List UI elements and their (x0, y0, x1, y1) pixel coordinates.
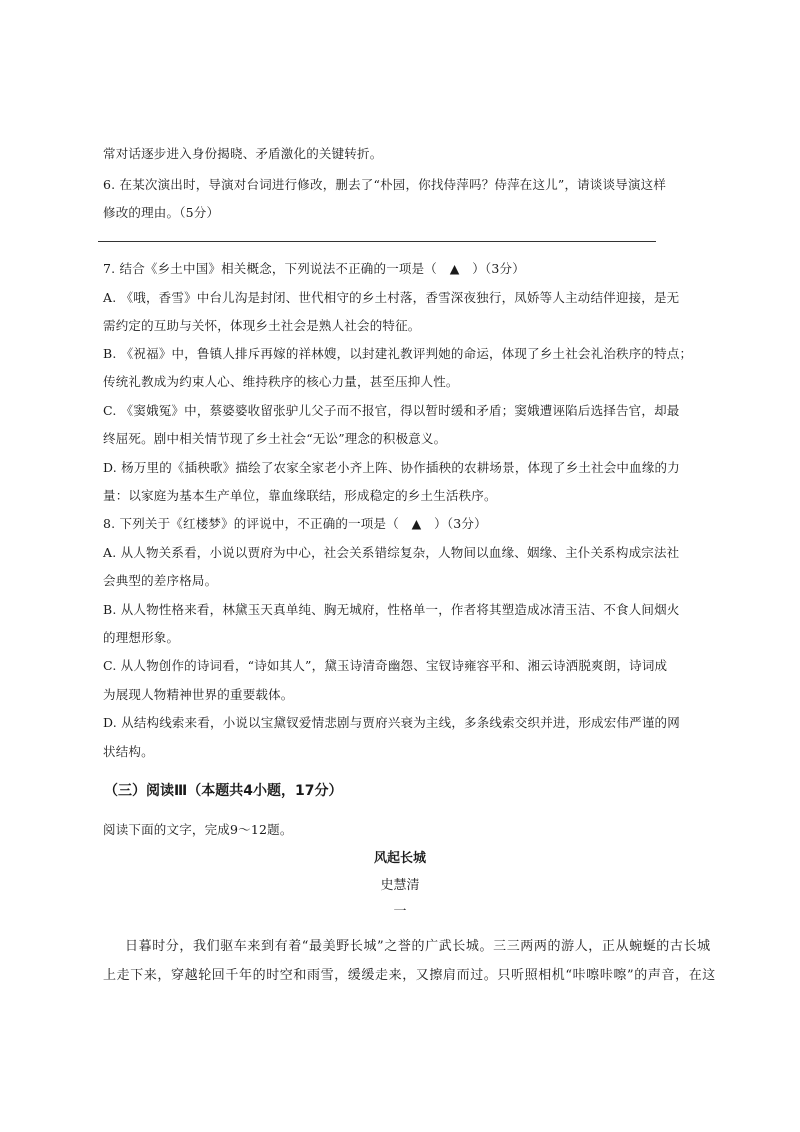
paragraph-line-1: 日暮时分，我们驱车来到有着“最美野长城”之誉的广武长城。三三两两的游人，正从蜿蜒的古长城 (125, 939, 711, 954)
question-7-option-b-line-2: 传统礼教成为约束人心、维持秩序的核心力量，甚至压抑人性。 (103, 374, 459, 389)
reading-instruction: 阅读下面的文字，完成9～12题。 (103, 822, 293, 837)
question-6-line-2: 修改的理由。（5分） (103, 205, 220, 220)
question-8-option-a-line-2: 会典型的差序格局。 (103, 573, 218, 588)
paragraph-line-2: 上走下来，穿越轮回千年的时空和雨雪，缓缓走来，又擦肩而过。只听照相机“咔嚓咔嚓”的声音，在这 (103, 968, 716, 983)
question-8-option-b-line-1: B. 从人物性格来看，林黛玉天真单纯、胸无城府，性格单一，作者将其塑造成冰清玉洁、不食人间烟火 (103, 602, 680, 617)
question-7-option-d-line-1: D. 杨万里的《插秧歌》描绘了农家全家老小齐上阵、协作插秧的农耕场景，体现了乡土社会中血缘的力 (103, 460, 680, 475)
question-8-option-c-line-1: C. 从人物创作的诗词看，“诗如其人”，黛玉诗清奇幽怨、宝钗诗雍容平和、湘云诗洒脱爽朗，诗词成 (103, 658, 668, 673)
answer-line (98, 241, 656, 242)
question-7-option-b-line-1: B. 《祝福》中，鲁镇人排斥再嫁的祥林嫂，以封建礼教评判她的命运，体现了乡土社会礼治秩序的特点； (103, 346, 693, 361)
question-8-option-a-line-1: A. 从人物关系看，小说以贾府为中心，社会关系错综复杂，人物间以血缘、姻缘、主仆关系构成宗法社 (103, 545, 680, 560)
question-8-option-b-line-2: 的理想形象。 (103, 630, 180, 645)
article-part-number: 一 (393, 904, 407, 919)
question-8-option-d-line-1: D. 从结构线索来看，小说以宝黛钗爱情悲剧与贾府兴衰为主线，多条线索交织并进，形成宏伟严谨的网 (103, 715, 680, 730)
question-8-stem: 8. 下列关于《红楼梦》的评说中，不正确的一项是（ ▲ ）（3分） (103, 516, 487, 531)
question-7-option-c-line-1: C. 《窦娥冤》中，蔡婆婆收留张驴儿父子而不报官，得以暂时缓和矛盾；窦娥遭诬陷后选择告官，却最 (103, 403, 680, 418)
question-8-option-c-line-2: 为展现人物精神世界的重要载体。 (103, 687, 294, 702)
question-7-option-d-line-2: 量：以家庭为基本生产单位，靠血缘联结，形成稳定的乡土生活秩序。 (103, 488, 497, 503)
question-7-option-a-line-1: A. 《哦，香雪》中台儿沟是封闭、世代相守的乡土村落，香雪深夜独行，凤娇等人主动结伴迎接，是无 (103, 290, 680, 305)
question-7-stem: 7. 结合《乡土中国》相关概念，下列说法不正确的一项是（ ▲ ）（3分） (103, 261, 525, 276)
question-7-option-c-line-2: 终屈死。剧中相关情节现了乡土社会“无讼”理念的积极意义。 (103, 431, 447, 446)
continuation-text: 常对话逐步进入身份揭晓、矛盾激化的关键转折。 (103, 146, 383, 161)
article-title: 风起长城 (373, 851, 426, 866)
question-8-option-d-line-2: 状结构。 (103, 744, 154, 759)
question-7-option-a-line-2: 需约定的互助与关怀，体现乡土社会是熟人社会的特征。 (103, 318, 421, 333)
question-6-line-1: 6. 在某次演出时，导演对台词进行修改，删去了“朴园，你找侍萍吗？侍萍在这儿”，请谈谈导演这样 (103, 177, 667, 192)
article-author: 史慧清 (380, 878, 420, 893)
section-heading: （三）阅读Ⅲ（本题共4小题，17分） (104, 783, 343, 799)
